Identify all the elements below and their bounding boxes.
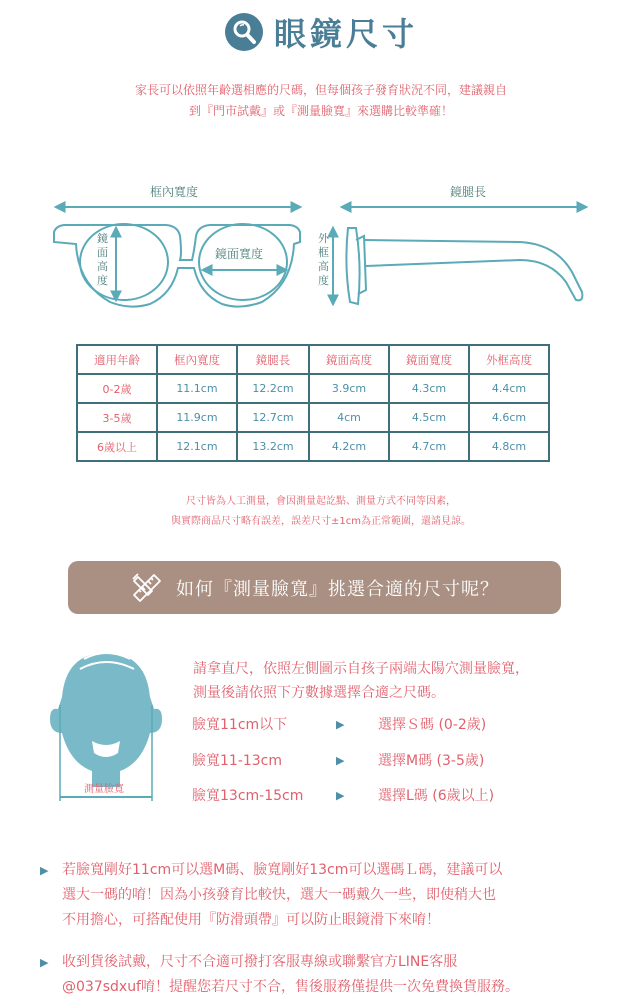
tip-line: 不用擔心，可搭配使用『防滑頭帶』可以防止眼鏡滑下來唷！ [62,912,440,928]
table-cell: 4.6cm [469,403,549,432]
rule-result: 選擇L碼 (6歲以上) [378,788,495,804]
lens-height-label: 鏡面高度 [97,232,108,287]
lens-width-label: 鏡面寬度 [214,247,264,261]
tip-line: 收到貨後試戴，尺寸不合適可撥打客服專線或聯繫官方LINE客服 [62,954,458,970]
ruler-pencil-icon [130,571,164,605]
table-row [77,374,549,403]
table-cell: 4.2cm [309,432,389,461]
magnifier-icon [224,12,264,52]
table-cell: 4.7cm [389,432,469,461]
table-cell: 4cm [309,403,389,432]
table-row [77,403,549,432]
table-cell: 12.7cm [237,403,309,432]
table-cell: 4.3cm [389,374,469,403]
intro-line-1: 家長可以依照年齡選相應的尺碼，但每個孩子發育狀況不同，建議親自 [134,83,507,97]
table-cell: 12.2cm [237,374,309,403]
table-cell: 4.4cm [469,374,549,403]
table-cell: 11.9cm [157,403,237,432]
how-to-measure-banner [68,561,561,614]
tip-line: 若臉寬剛好11cm可以選M碼、臉寬剛好13cm可以選碼Ｌ碼，建議可以 [62,862,503,878]
temple-length-label: 鏡腿長 [449,185,487,199]
table-cell: 4.8cm [469,432,549,461]
rule-result: 選擇M碼 (3-5歲) [378,753,485,769]
measure-instructions [193,657,613,705]
page-title: 眼鏡尺寸 [273,15,418,53]
tip-text [62,950,602,1000]
glasses-diagram [0,180,642,330]
note-line-2: 與實際商品尺寸略有誤差，誤差尺寸±1cm為正常範圍，還請見諒。 [171,516,471,527]
col-lens-width: 鏡面寬度 [389,345,469,374]
col-temple-length: 鏡腿長 [237,345,309,374]
table-cell: 4.5cm [389,403,469,432]
play-arrow-icon: ▶ [336,718,345,731]
tip-line: 選大一碼的唷！因為小孩發育比較快，選大一碼戴久一些，即使稍大也 [62,887,496,903]
table-header-row [77,345,549,374]
table-cell: 3.9cm [309,374,389,403]
glasses-front [54,224,300,307]
size-table [76,344,550,462]
tip-bullet [40,950,600,1000]
play-arrow-icon: ▶ [40,956,49,969]
outer-height-label: 外框高度 [318,232,329,287]
table-cell: 6歲以上 [77,432,157,461]
measurement-note [80,492,562,532]
col-frame-width: 框內寬度 [157,345,237,374]
banner-title: 如何『測量臉寬』挑選合適的尺寸呢？ [176,578,499,600]
play-arrow-icon: ▶ [336,754,345,767]
size-rule [192,785,612,807]
table-cell: 11.1cm [157,374,237,403]
page-header [0,10,642,54]
rule-result: 選擇Ｓ碼 (0-2歲) [378,717,487,733]
table-cell: 13.2cm [237,432,309,461]
table-cell: 12.1cm [157,432,237,461]
frame-width-label: 框內寬度 [149,185,199,199]
note-line-1: 尺寸皆為人工測量，會因測量起訖點、測量方式不同等因素， [186,496,456,507]
face-width-label: 測量臉寬 [84,784,124,795]
instruction-line-2: 測量後請依照下方數據選擇合適之尺碼。 [193,685,445,701]
intro-text [60,80,582,122]
instruction-line-1: 請拿直尺，依照左側圖示自孩子兩端太陽穴測量臉寬， [193,661,529,677]
play-arrow-icon: ▶ [40,864,49,877]
intro-line-2: 到『門市試戴』或『測量臉寬』來選購比較準確！ [188,104,453,118]
tip-line: @037sdxuf唷！提醒您若尺寸不合，售後服務僅提供一次免費換貨服務。 [62,979,519,995]
rule-condition: 臉寬13cm-15cm [192,788,304,804]
table-row [77,432,549,461]
size-rule [192,750,612,772]
rule-condition: 臉寬11-13cm [192,753,283,769]
col-lens-height: 鏡面高度 [309,345,389,374]
tip-text [62,858,602,933]
col-outer-height: 外框高度 [469,345,549,374]
play-arrow-icon: ▶ [336,789,345,802]
table-cell: 3-5歲 [77,403,157,432]
rule-condition: 臉寬11cm以下 [192,717,288,733]
table-cell: 0-2歲 [77,374,157,403]
tip-bullet [40,858,600,933]
glasses-side [346,228,582,304]
size-rule [192,714,612,736]
col-age: 適用年齡 [77,345,157,374]
